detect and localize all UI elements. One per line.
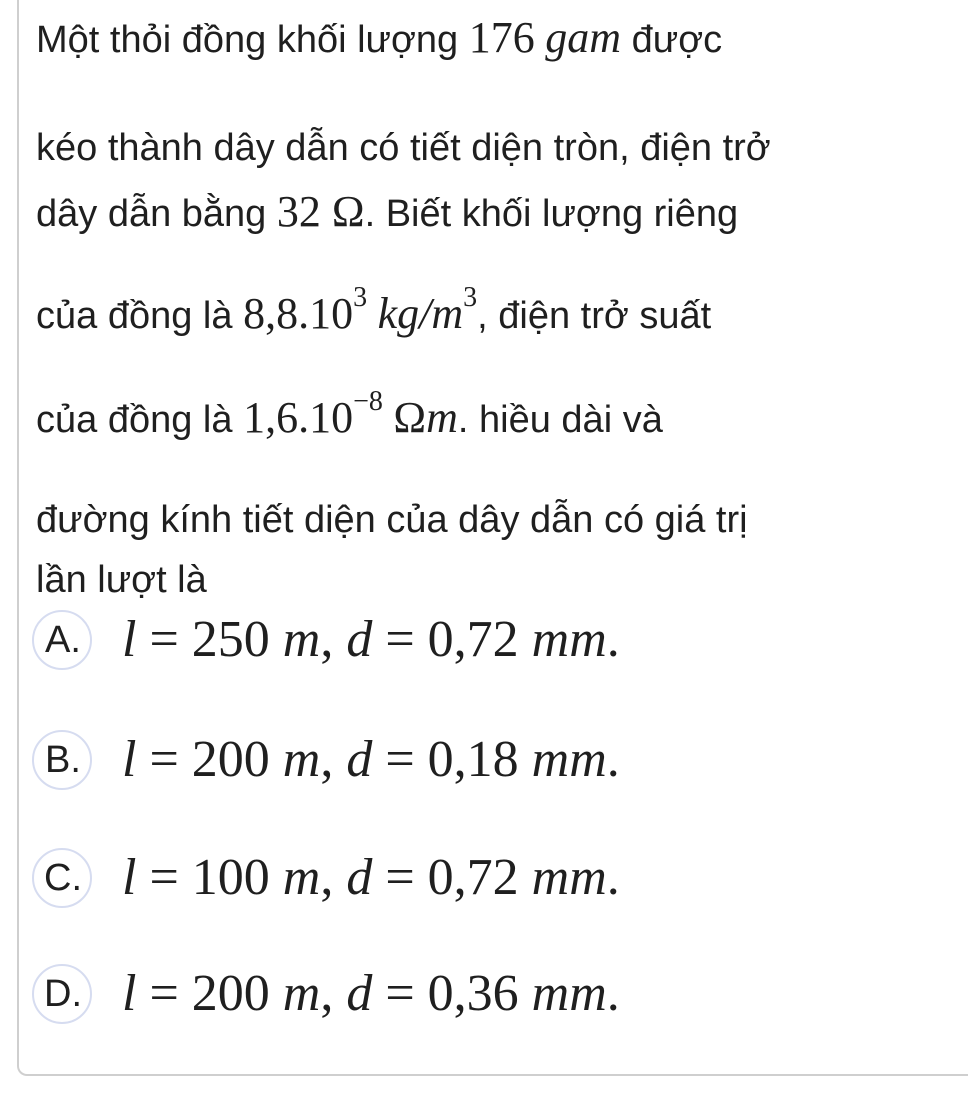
resistivity-exponent: −8 xyxy=(353,386,383,417)
question-line-5 xyxy=(36,386,663,444)
density-unit: kg/m xyxy=(377,289,464,338)
option-d-value: 0,18 xyxy=(427,731,519,788)
option-expression: l = 250 m, d = 0,72 mm. xyxy=(122,611,620,668)
option-d-value: 0,36 xyxy=(427,965,519,1022)
option-d-value: 0,72 xyxy=(427,849,519,906)
option-l-value: 200 xyxy=(191,731,270,788)
option-letter: C. xyxy=(44,857,82,899)
question-text: của đồng là xyxy=(36,399,244,441)
density-unit-exponent: 3 xyxy=(463,282,478,313)
option-d[interactable] xyxy=(32,964,932,1028)
option-a[interactable] xyxy=(32,610,932,674)
option-letter: A. xyxy=(45,619,81,661)
question-text: kéo thành dây dẫn có tiết diện tròn, điện trở xyxy=(36,127,771,169)
option-letter: D. xyxy=(44,973,82,1015)
option-expression: l = 200 m, d = 0,18 mm. xyxy=(122,731,620,788)
option-l-value: 250 xyxy=(191,611,270,668)
resistivity-unit-omega: Ω xyxy=(393,393,427,442)
question-text: được xyxy=(621,19,723,61)
mass-unit: gam xyxy=(545,13,622,62)
option-expression: l = 100 m, d = 0,72 mm. xyxy=(122,849,620,906)
question-line-7 xyxy=(36,556,207,604)
question-line-2 xyxy=(36,124,771,172)
option-d-value: 0,72 xyxy=(427,611,519,668)
question-text: lần lượt là xyxy=(36,559,207,601)
question-text: . hiều dài và xyxy=(457,399,663,441)
question-text: dây dẫn bằng xyxy=(36,193,277,235)
question-text: , điện trở suất xyxy=(477,295,712,337)
resistance-value: 32 Ω xyxy=(276,187,365,236)
question-text: của đồng là xyxy=(36,295,244,337)
question-text: đường kính tiết diện của dây dẫn có giá trị xyxy=(36,499,748,541)
question-text: Một thỏi đồng khối lượng xyxy=(36,19,469,61)
resistivity-unit-m: m xyxy=(426,393,458,442)
question-line-3 xyxy=(36,188,738,238)
option-l-value: 100 xyxy=(191,849,270,906)
density-exponent: 3 xyxy=(353,282,368,313)
option-b[interactable] xyxy=(32,730,932,794)
option-expression: l = 200 m, d = 0,36 mm. xyxy=(122,965,620,1022)
resistivity-value: 1,6.10 xyxy=(243,393,354,442)
density-value: 8,8.10 xyxy=(243,289,354,338)
question-line-1 xyxy=(36,14,722,64)
question-line-4 xyxy=(36,282,712,340)
option-l-value: 200 xyxy=(191,965,270,1022)
question-line-6 xyxy=(36,496,748,544)
option-letter: B. xyxy=(45,739,81,781)
option-c[interactable] xyxy=(32,848,932,912)
question-text: . Biết khối lượng riêng xyxy=(364,193,739,235)
mass-value: 176 xyxy=(468,13,535,62)
